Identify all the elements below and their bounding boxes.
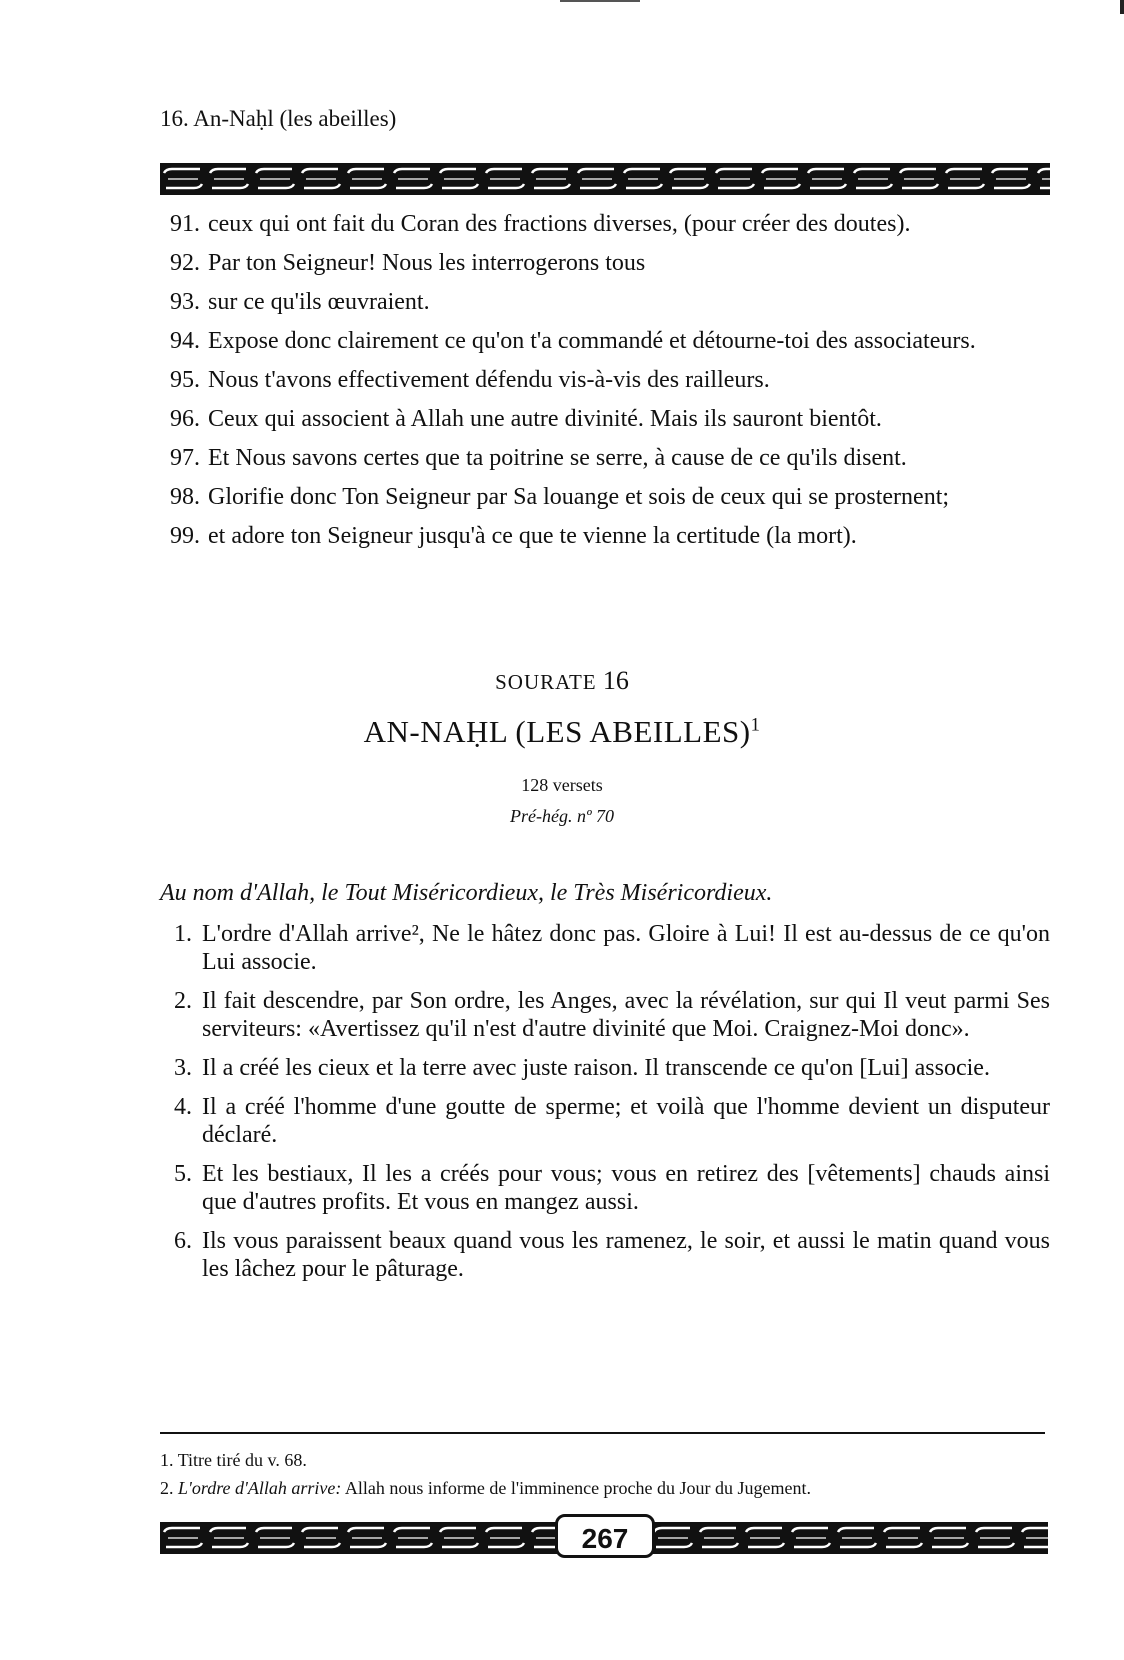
page-number: 267: [555, 1514, 655, 1558]
basmala: Au nom d'Allah, le Tout Miséricordieux, le Très Miséricordieux.: [160, 880, 773, 906]
surah-title: [0, 714, 1124, 750]
verse-number: 95.: [170, 367, 200, 393]
footnote-lead: L'ordre d'Allah arrive:: [178, 1478, 342, 1498]
verse-number: 92.: [170, 250, 200, 276]
verse-text: Par ton Seigneur! Nous les interrogerons tous: [208, 250, 646, 276]
surah-number: 16: [602, 666, 629, 695]
footnote-number: 1.: [160, 1450, 174, 1470]
verse-text: Il fait descendre, par Son ordre, les Anges, avec la révélation, sur qui Il veut parmi Ses serviteurs: «Avertissez qu'il n'est d'autre divinité que Moi. Craignez-Moi donc».: [202, 988, 1050, 1042]
verse: [160, 444, 1050, 472]
footnote-text: Titre tiré du v. 68.: [177, 1450, 307, 1470]
surah-label: [0, 666, 1124, 696]
verse-text: Ceux qui associent à Allah une autre divinité. Mais ils sauront bientôt.: [208, 406, 882, 432]
verse-number: 1.: [174, 921, 192, 947]
verse-number: 97.: [170, 445, 200, 471]
chain-ornament: [160, 163, 1050, 195]
verse-text: L'ordre d'Allah arrive², Ne le hâtez donc pas. Gloire à Lui! Il est au-dessus de ce qu'on Lui associe.: [202, 921, 1050, 975]
verse-list-top: [160, 210, 1050, 561]
ornamental-band-top: [160, 163, 1050, 195]
verse-number: 3.: [174, 1055, 192, 1081]
verse-text: Il a créé l'homme d'une goutte de sperme; et voilà que l'homme devient un disputeur déclaré.: [202, 1094, 1050, 1148]
verse: [160, 1227, 1050, 1283]
verse: [160, 920, 1050, 976]
verse: [160, 249, 1050, 277]
verse-count: 128 versets: [521, 775, 603, 795]
verse-text: ceux qui ont fait du Coran des fractions diverses, (pour créer des doutes).: [208, 211, 911, 237]
verse-list-bottom: [160, 920, 1050, 1294]
verse-number: 6.: [174, 1228, 192, 1254]
verse-number: 4.: [174, 1094, 192, 1120]
verse: [160, 405, 1050, 433]
verse: [160, 288, 1050, 316]
chain-ornament: [650, 1522, 1048, 1554]
verse-text: Il a créé les cieux et la terre avec juste raison. Il transcende ce qu'on [Lui] associe.: [202, 1055, 990, 1081]
verse-text: et adore ton Seigneur jusqu'à ce que te vienne la certitude (la mort).: [208, 523, 857, 549]
verse: [160, 366, 1050, 394]
verse-text: sur ce qu'ils œuvraient.: [208, 289, 430, 315]
surah-title-text: AN-NAḤL (LES ABEILLES): [363, 714, 751, 749]
verse-text: Expose donc clairement ce qu'on t'a commandé et détourne-toi des associateurs.: [208, 328, 976, 354]
footnote-number: 2.: [160, 1478, 174, 1498]
verse: [160, 327, 1050, 355]
footnotes: [160, 1446, 1050, 1502]
footnote: [160, 1474, 1050, 1502]
surah-label-text: SOURATE: [495, 670, 597, 694]
scan-mark: [1120, 0, 1124, 14]
verse: [160, 987, 1050, 1043]
verse-number: 93.: [170, 289, 200, 315]
verse-text: Glorifie donc Ton Seigneur par Sa louange et sois de ceux qui se prosternent;: [208, 484, 950, 510]
verse-text: Nous t'avons effectivement défendu vis-à-vis des railleurs.: [208, 367, 770, 393]
verse: [160, 1093, 1050, 1149]
footnote-ref: 1: [750, 714, 761, 736]
ornamental-band-bottom-left: [160, 1522, 560, 1554]
footnote: [160, 1446, 1050, 1474]
verse: [160, 1160, 1050, 1216]
scan-mark: [560, 0, 640, 2]
footnote-text: Allah nous informe de l'imminence proche du Jour du Jugement.: [344, 1478, 812, 1498]
verse-number: 94.: [170, 328, 200, 354]
verse-number: 99.: [170, 523, 200, 549]
verse: [160, 1054, 1050, 1082]
verse-number: 96.: [170, 406, 200, 432]
footnote-rule: [160, 1432, 1045, 1434]
verse-number: 98.: [170, 484, 200, 510]
verse: [160, 522, 1050, 550]
verse-text: Et les bestiaux, Il les a créés pour vous; vous en retirez des [vêtements] chauds ainsi que d'autres profits. Et vous en mangez aussi.: [202, 1161, 1050, 1215]
verse-text: Et Nous savons certes que ta poitrine se serre, à cause de ce qu'ils disent.: [208, 445, 907, 471]
verse-number: 5.: [174, 1161, 192, 1187]
verse: [160, 210, 1050, 238]
chain-ornament: [160, 1522, 560, 1554]
verse-number: 2.: [174, 988, 192, 1014]
running-head: 16. An-Naḥl (les abeilles): [160, 106, 397, 131]
verse-text: Ils vous paraissent beaux quand vous les ramenez, le soir, et aussi le matin quand vous les lâchez pour le pâturage.: [202, 1228, 1050, 1282]
ornamental-band-bottom-right: [650, 1522, 1048, 1554]
verse-number: 91.: [170, 211, 200, 237]
verse: [160, 483, 1050, 511]
revelation-period: Pré-hég. nº 70: [509, 806, 615, 826]
